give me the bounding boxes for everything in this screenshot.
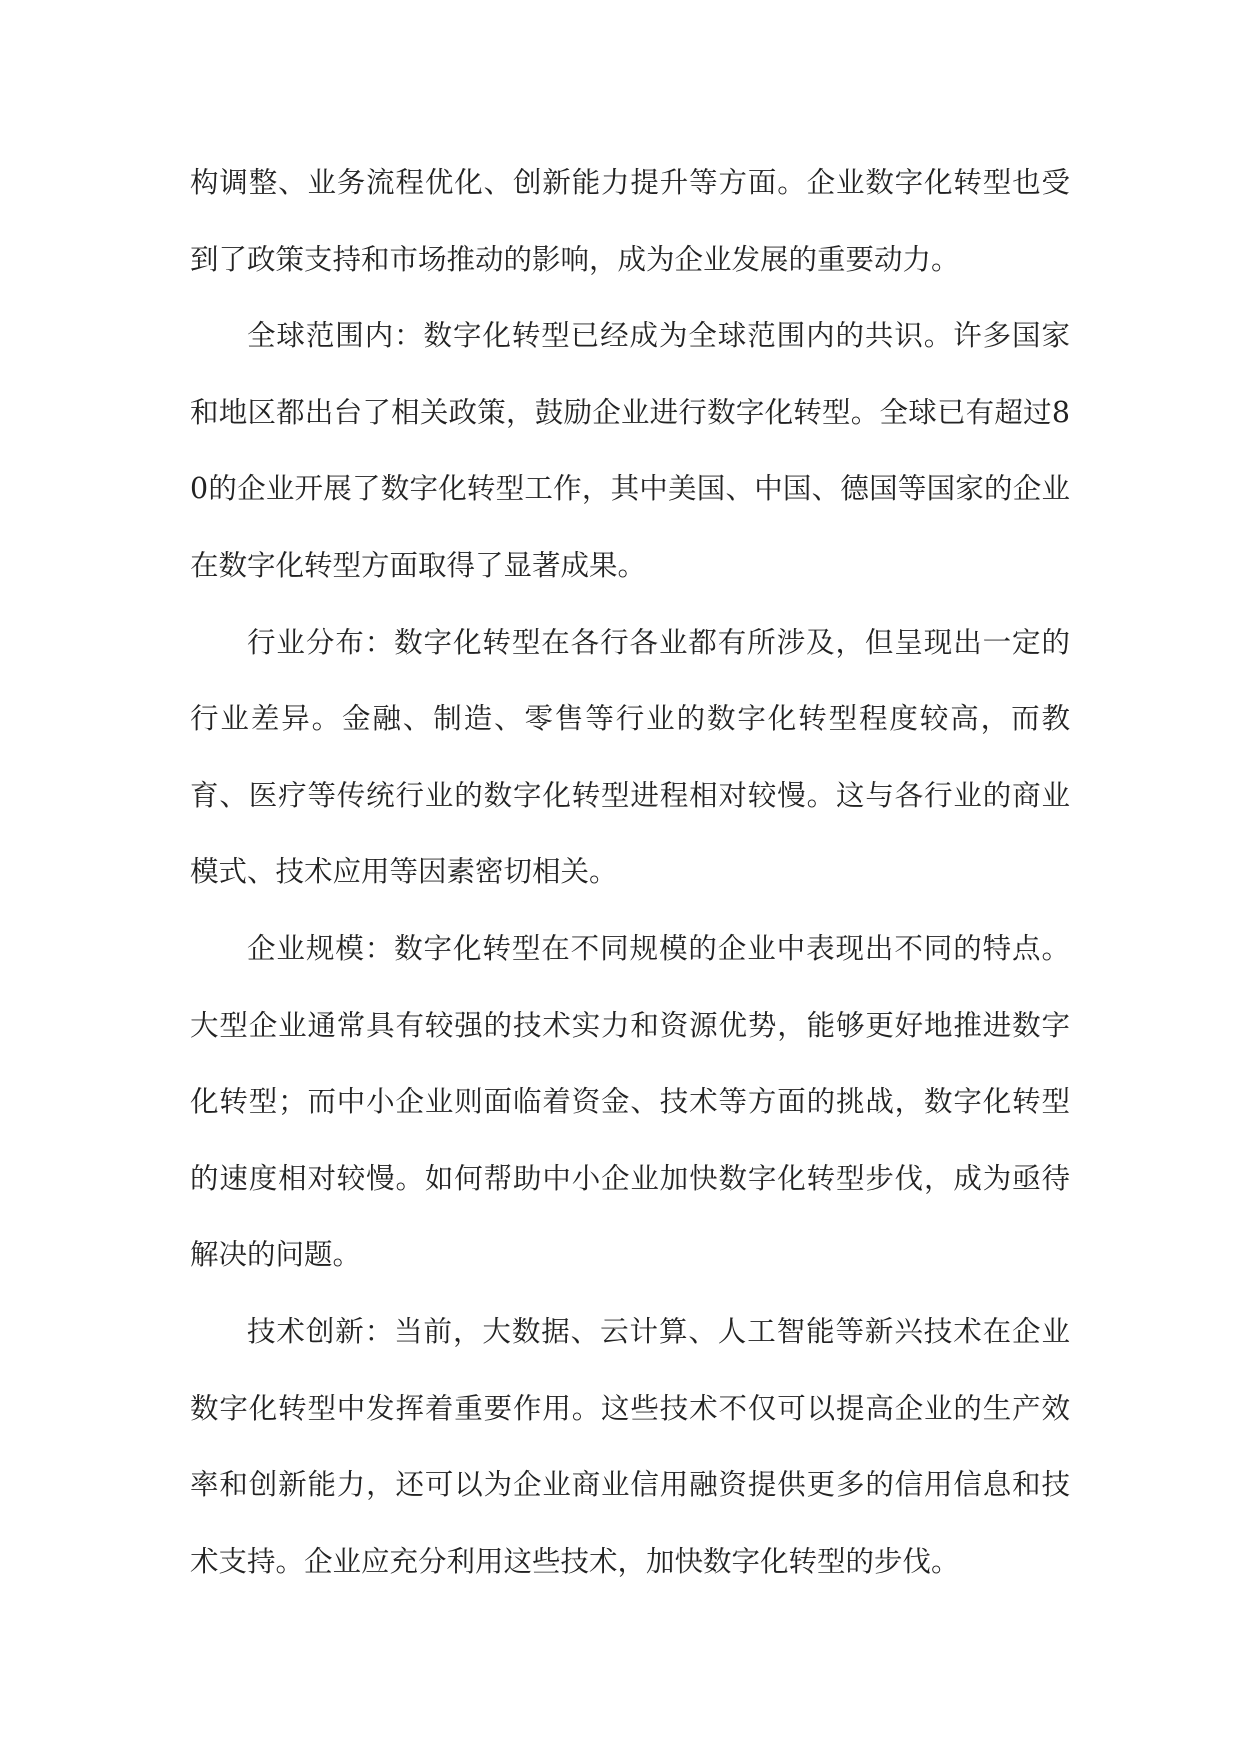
paragraph-global-scope: 全球范围内：数字化转型已经成为全球范围内的共识。许多国家和地区都出台了相关政策，鼓励企业进行数字化转型。全球已有超过80的企业开展了数字化转型工作，其中美国、中国、德国等国家的企业在数字化转型方面取得了显著成果。 [190, 319, 1070, 582]
paragraph-continuation: 构调整、业务流程优化、创新能力提升等方面。企业数字化转型也受到了政策支持和市场推动的影响，成为企业发展的重要动力。 [190, 166, 1070, 276]
document-body [190, 145, 1070, 1600]
paragraph-technology-innovation: 技术创新：当前，大数据、云计算、人工智能等新兴技术在企业数字化转型中发挥着重要作用。这些技术不仅可以提高企业的生产效率和创新能力，还可以为企业商业信用融资提供更多的信用信息和技术支持。企业应充分利用这些技术，加快数字化转型的步伐。 [190, 1314, 1070, 1578]
paragraph-industry-distribution: 行业分布：数字化转型在各行各业都有所涉及，但呈现出一定的行业差异。金融、制造、零售等行业的数字化转型程度较高，而教育、医疗等传统行业的数字化转型进程相对较慢。这与各行业的商业模式、技术应用等因素密切相关。 [190, 625, 1070, 889]
paragraph-enterprise-scale: 企业规模：数字化转型在不同规模的企业中表现出不同的特点。大型企业通常具有较强的技术实力和资源优势，能够更好地推进数字化转型；而中小企业则面临着资金、技术等方面的挑战，数字化转型的速度相对较慢。如何帮助中小企业加快数字化转型步伐，成为亟待解决的问题。 [190, 931, 1070, 1272]
